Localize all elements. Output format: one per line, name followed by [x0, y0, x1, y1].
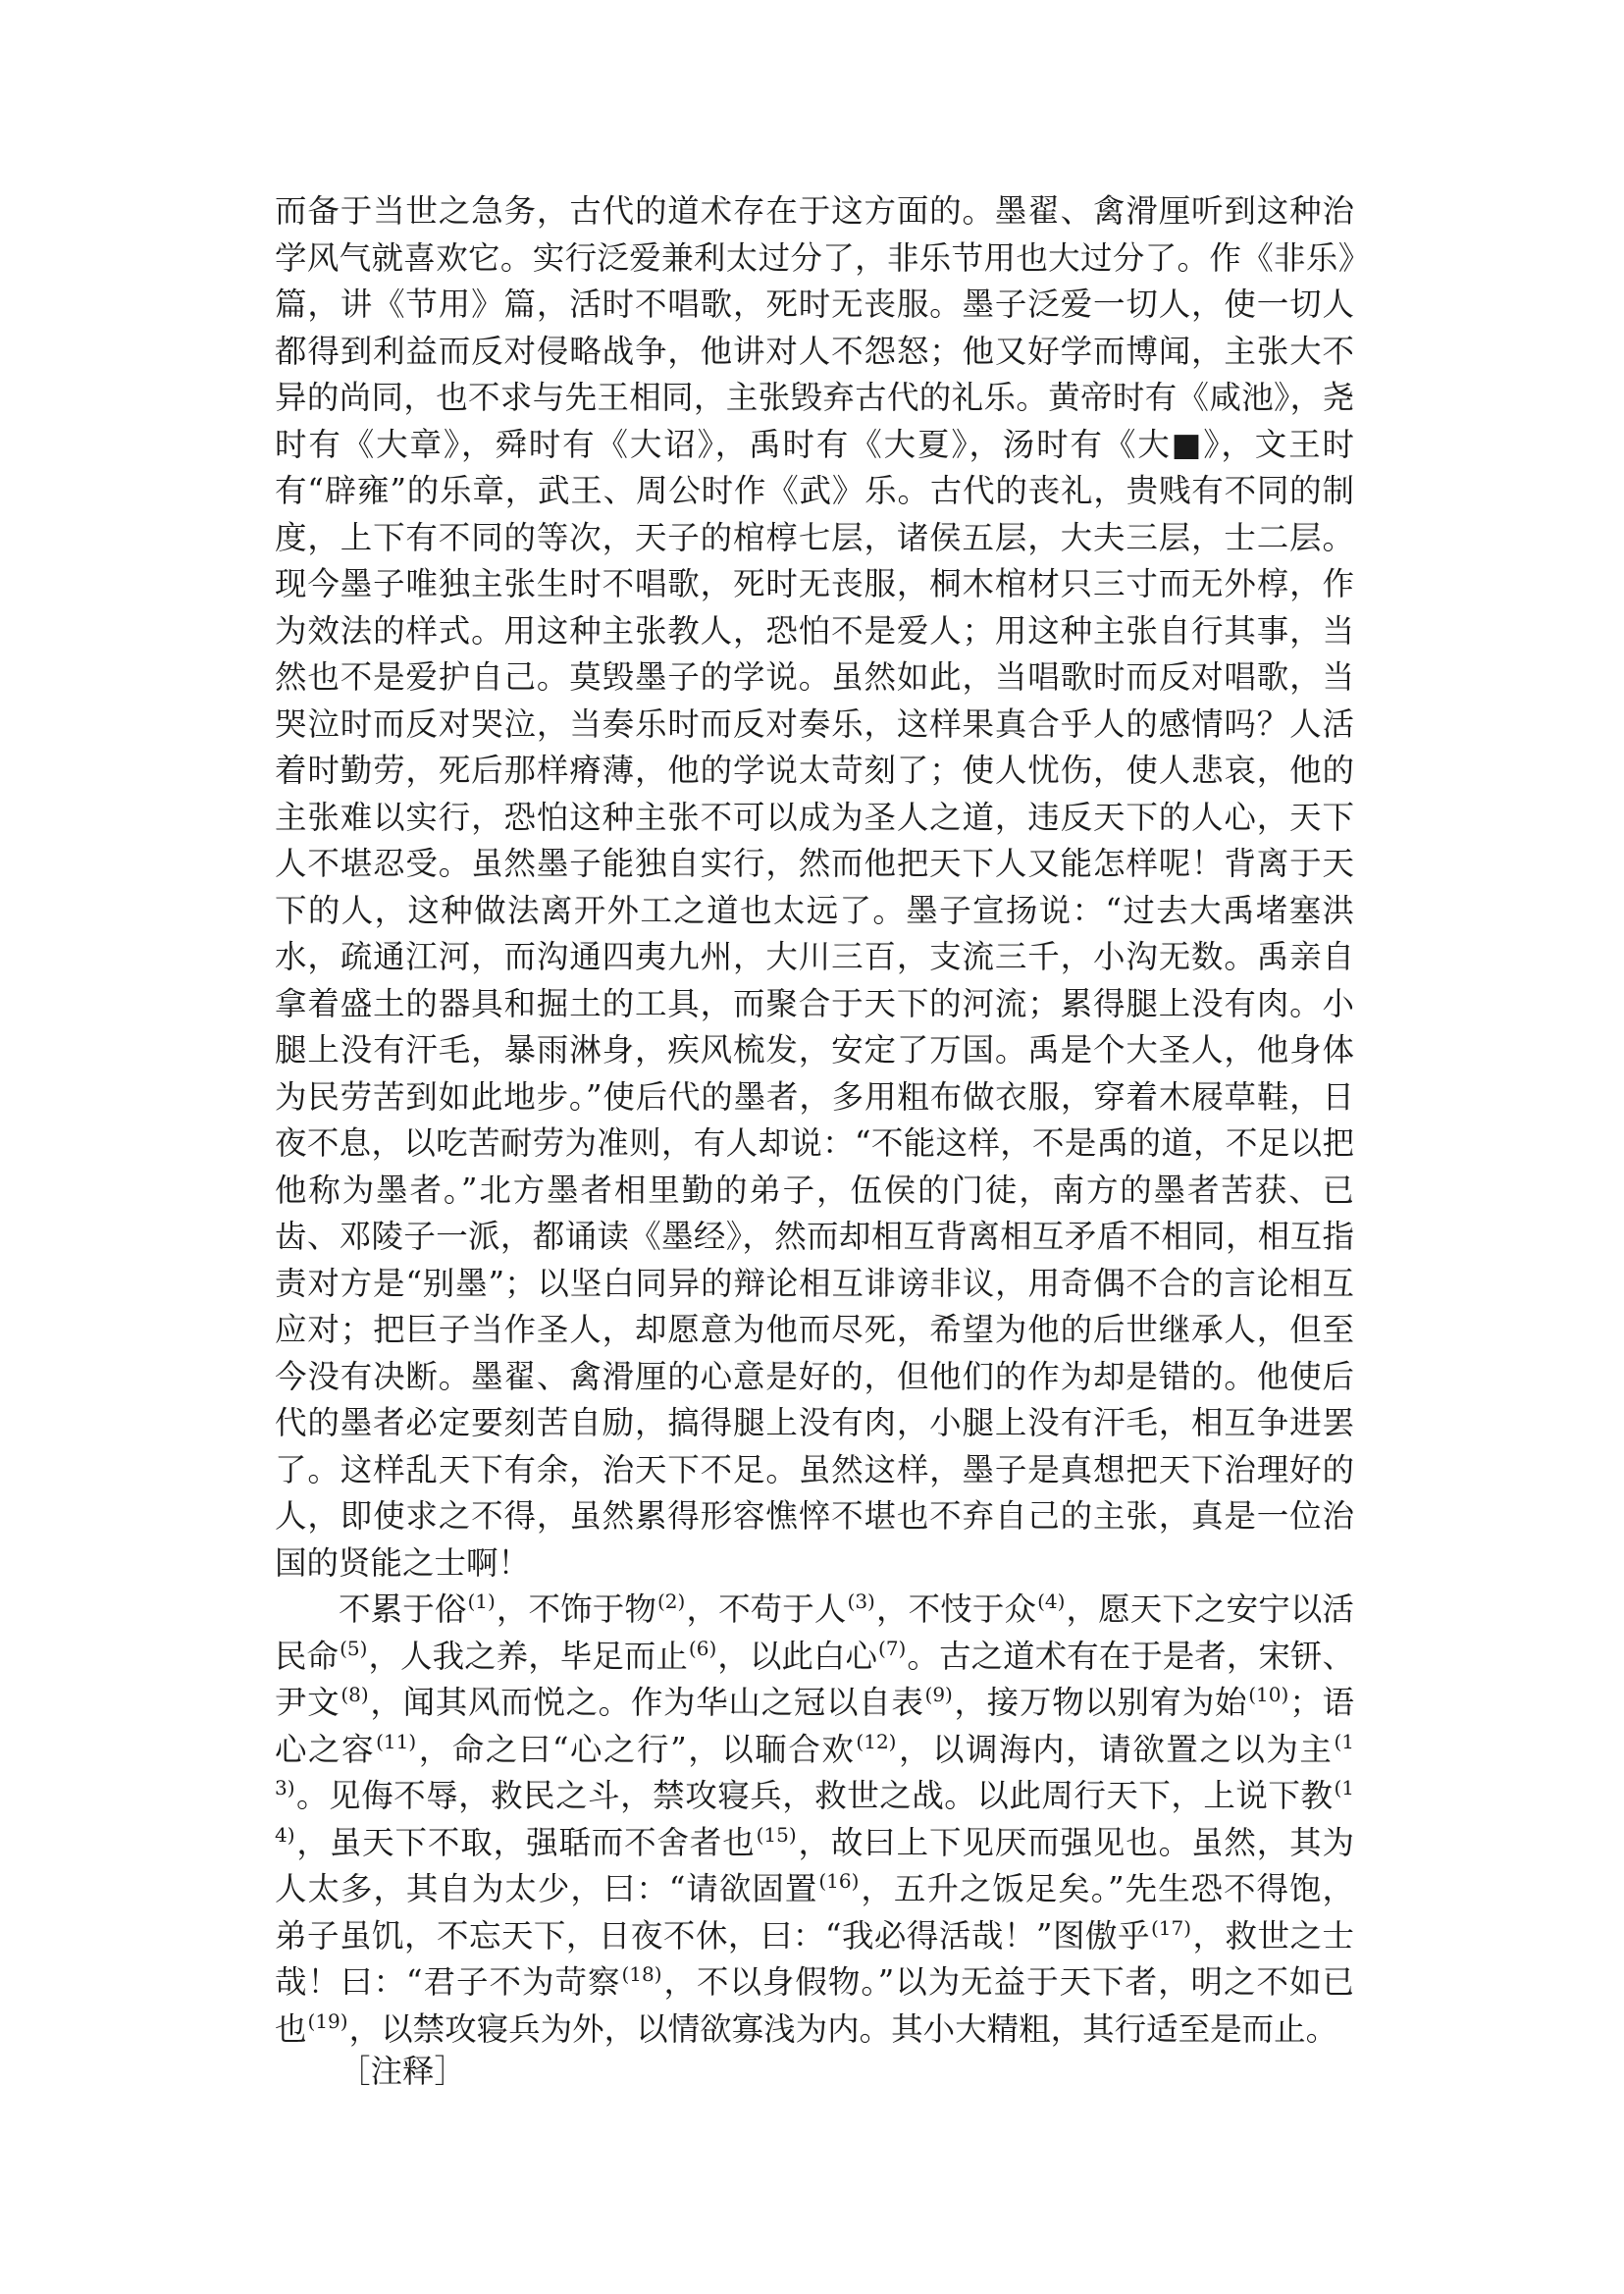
text-segment: ，不饰于物: [496, 1590, 656, 1628]
footnote-ref-9[interactable]: (9): [924, 1683, 953, 1706]
page-body: [275, 188, 1354, 2053]
footnote-ref-18[interactable]: (18): [621, 1962, 662, 1986]
footnote-ref-4[interactable]: (4): [1037, 1590, 1066, 1613]
footnote-ref-13[interactable]: (13): [275, 1729, 1354, 1799]
footnote-ref-7[interactable]: (7): [878, 1636, 907, 1660]
text-segment: ，以禁攻寝兵为外，以情欲寡浅为内。其小大精粗，其行适至是而止。: [348, 2009, 1338, 2048]
footnote-ref-6[interactable]: (6): [688, 1636, 717, 1660]
footnote-ref-17[interactable]: (17): [1150, 1915, 1192, 1940]
footnote-ref-16[interactable]: (16): [818, 1869, 860, 1893]
footnote-ref-11[interactable]: (11): [376, 1729, 417, 1753]
text-segment: ，以调海内，请欲置之以为主: [897, 1730, 1334, 1768]
text-segment: 。见侮不辱，救民之斗，禁攻寝兵，救世之战。以此周行天下，上说下教: [295, 1777, 1334, 1814]
footnote-ref-1[interactable]: (1): [467, 1590, 496, 1613]
text-segment: ，不以身假物。”以为无益于天下者，明之不如已也: [275, 1963, 1354, 2048]
text-segment: ，闻其风而悦之。作为华山之冠以自表: [369, 1684, 924, 1721]
notes-heading: ［注释］: [339, 2053, 467, 2090]
text-segment: ，命之曰“心之行”，以聏合欢: [417, 1730, 856, 1768]
footnote-ref-19[interactable]: (19): [307, 2008, 348, 2033]
footnote-ref-14[interactable]: (14): [275, 1776, 1354, 1847]
text-segment: ，愿天下之安宁以活民命: [275, 1590, 1354, 1675]
paragraph-mohist-translation: 而备于当世之急务，古代的道术存在于这方面的。墨翟、禽滑厘听到这种治学风气就喜欢它。实行泛爱兼利太过分了，非乐节用也大过分了。作《非乐》篇，讲《节用》篇，活时不唱歌，死时无丧服。墨子泛爱一切人，使一切人都得到利益而反对侵略战争，他讲对人不怨怒；他又好学而博闻，主张大不异的尚同，也不求与先王相同，主张毁弃古代的礼乐。黄帝时有《咸池》，尧时有《大章》，舜时有《大诏》，禹时有《大夏》，汤时有《大■》，文王时有“辟雍”的乐章，武王、周公时作《武》乐。古代的丧礼，贵贱有不同的制度，上下有不同的等次，天子的棺椁七层，诸侯五层，大夫三层，士二层。现今墨子唯独主张生时不唱歌，死时无丧服，桐木棺材只三寸而无外椁，作为效法的样式。用这种主张教人，恐怕不是爱人；用这种主张自行其事，当然也不是爱护自己。莫毁墨子的学说。虽然如此，当唱歌时而反对唱歌，当哭泣时而反对哭泣，当奏乐时而反对奏乐，这样果真合乎人的感情吗？人活着时勤劳，死后那样瘠薄，他的学说太苛刻了；使人忧伤，使人悲哀，他的主张难以实行，恐怕这种主张不可以成为圣人之道，违反天下的人心，天下人不堪忍受。虽然墨子能独自实行，然而他把天下人又能怎样呢！背离于天下的人，这种做法离开外工之道也太远了。墨子宣扬说：“过去大禹堵塞洪水，疏通江河，而沟通四夷九州，大川三百，支流三千，小沟无数。禹亲自拿着盛土的器具和掘土的工具，而聚合于天下的河流；累得腿上没有肉。小腿上没有汗毛，暴雨淋身，疾风梳发，安定了万国。禹是个大圣人，他身体为民劳苦到如此地步。”使后代的墨者，多用粗布做衣服，穿着木屐草鞋，日夜不息，以吃苦耐劳为准则，有人却说：“不能这样，不是禹的道，不足以把他称为墨者。”北方墨者相里勤的弟子，伍侯的门徒，南方的墨者苦获、已齿、邓陵子一派，都诵读《墨经》，然而却相互背离相互矛盾不相同，相互指责对方是“别墨”；以坚白同异的辩论相互诽谤非议，用奇偶不合的言论相互应对；把巨子当作圣人，却愿意为他而尽死，希望为他的后世继承人，但至今没有决断。墨翟、禽滑厘的心意是好的，但他们的作为却是错的。他使后代的墨者必定要刻苦自励，搞得腿上没有肉，小腿上没有汗毛，相互争进罢了。这样乱天下有余，治天下不足。虽然这样，墨子是真想把天下治理好的人，即使求之不得，虽然累得形容憔悴不堪也不弃自己的主张，真是一位治国的贤能之士啊！: [275, 192, 1354, 1582]
text-segment: ，救世之士哉！曰：“君子不为苛察: [275, 1916, 1354, 2001]
footnote-ref-2[interactable]: (2): [657, 1590, 686, 1613]
footnote-ref-8[interactable]: (8): [341, 1683, 369, 1706]
text-segment: 。古之道术有在于是者，宋钘、尹文: [275, 1637, 1354, 1721]
text-segment: ；语心之容: [275, 1684, 1354, 1768]
footnote-ref-3[interactable]: (3): [847, 1590, 875, 1613]
text-segment: ，不苟于人: [686, 1590, 847, 1628]
text-segment: ，不忮于众: [875, 1590, 1037, 1628]
text-segment: ，虽天下不取，强聒而不舍者也: [295, 1823, 756, 1861]
text-segment: ，以此白心: [717, 1637, 878, 1675]
footnote-ref-10[interactable]: (10): [1248, 1683, 1289, 1706]
text-segment: ，故曰上下见厌而强见也。虽然，其为人太多，其自为太少，曰：“请欲固置: [275, 1823, 1354, 1907]
footnote-ref-5[interactable]: (5): [340, 1636, 368, 1660]
text-segment: 不累于俗: [339, 1590, 467, 1628]
text-segment: ，人我之养，毕足而止: [368, 1637, 688, 1675]
footnote-ref-15[interactable]: (15): [756, 1822, 797, 1847]
footnote-ref-12[interactable]: (12): [856, 1729, 897, 1753]
text-segment: ，五升之饭足矣。”先生恐不得饱，弟子虽饥，不忘天下，日夜不休，曰：“我必得活哉！”图傲乎: [275, 1870, 1354, 1955]
paragraph-song-yin-original: [275, 1587, 1354, 2053]
text-segment: ，接万物以别宥为始: [953, 1684, 1248, 1721]
